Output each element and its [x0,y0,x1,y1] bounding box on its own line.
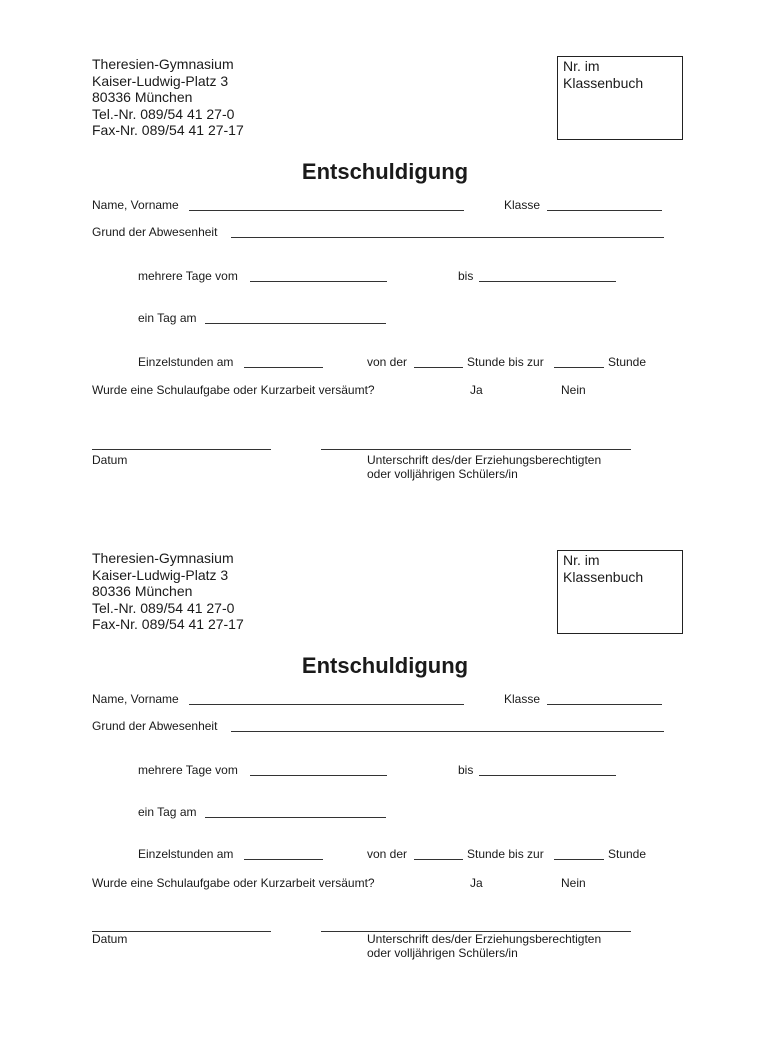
classbook-number-box[interactable] [557,550,683,634]
school-name: Theresien-Gymnasium [92,550,234,566]
school-name: Theresien-Gymnasium [92,56,234,72]
excuse-form-bottom [0,550,770,1040]
mehrere-tage-to-line[interactable] [479,775,616,776]
grund-label: Grund der Abwesenheit [92,225,218,239]
excuse-form-top [0,56,770,546]
grund-field-line[interactable] [231,731,664,732]
bis-label: bis [458,269,474,283]
von-der-label: von der [367,355,408,369]
klasse-field-line[interactable] [547,704,662,705]
stunde-bis-zur-label: Stunde bis zur [467,847,544,861]
einzelstunden-label: Einzelstunden am [138,355,234,369]
school-fax: Fax-Nr. 089/54 41 27-17 [92,122,244,139]
school-street: Kaiser-Ludwig-Platz 3 [92,566,229,583]
unterschrift-label-line1: Unterschrift des/der Erziehungsberechtigten [367,453,602,467]
school-city: 80336 München [92,583,193,600]
stunde-label: Stunde [608,355,647,369]
mehrere-tage-from-line[interactable] [250,281,387,282]
school-fax: Fax-Nr. 089/54 41 27-17 [92,616,244,633]
unterschrift-signature-line[interactable] [321,449,631,450]
mehrere-tage-to-line[interactable] [479,281,616,282]
school-address [92,550,244,633]
einzelstunden-date-line[interactable] [244,859,323,860]
schulaufgabe-question: Wurde eine Schulaufgabe oder Kurzarbeit versäumt? [92,876,375,890]
form-title: Entschuldigung [301,653,469,678]
name-label: Name, Vorname [92,198,179,212]
classbook-label-line1: Nr. im [563,58,600,74]
school-address [92,56,244,139]
ein-tag-field-line[interactable] [205,323,386,324]
nein-option[interactable]: Nein [561,383,586,397]
einzelstunden-label: Einzelstunden am [138,847,234,861]
datum-label: Datum [92,932,128,946]
unterschrift-label-line1: Unterschrift des/der Erziehungsberechtigten [367,932,602,946]
name-field-line[interactable] [189,704,464,705]
bis-stunde-line[interactable] [554,367,604,368]
ein-tag-label: ein Tag am [138,311,197,325]
mehrere-tage-from-line[interactable] [250,775,387,776]
mehrere-tage-label: mehrere Tage vom [138,269,238,283]
ein-tag-field-line[interactable] [205,817,386,818]
unterschrift-label-line2: oder volljährigen Schülers/in [367,946,518,960]
nein-option[interactable]: Nein [561,876,586,890]
classbook-label-line2: Klassenbuch [563,568,644,585]
mehrere-tage-label: mehrere Tage vom [138,763,238,777]
einzelstunden-date-line[interactable] [244,367,323,368]
unterschrift-label-line2: oder volljährigen Schülers/in [367,467,518,481]
grund-label: Grund der Abwesenheit [92,719,218,733]
bis-label: bis [458,763,474,777]
von-stunde-line[interactable] [414,859,463,860]
school-street: Kaiser-Ludwig-Platz 3 [92,72,229,89]
von-der-label: von der [367,847,408,861]
name-label: Name, Vorname [92,692,179,706]
von-stunde-line[interactable] [414,367,463,368]
school-city: 80336 München [92,89,193,106]
bis-stunde-line[interactable] [554,859,604,860]
grund-field-line[interactable] [231,237,664,238]
ja-option[interactable]: Ja [470,383,483,397]
klasse-label: Klasse [504,692,541,706]
classbook-label-line1: Nr. im [563,552,600,568]
classbook-number-box[interactable] [557,56,683,140]
klasse-label: Klasse [504,198,541,212]
school-phone: Tel.-Nr. 089/54 41 27-0 [92,105,235,122]
datum-signature-line[interactable] [92,449,271,450]
ein-tag-label: ein Tag am [138,805,197,819]
stunde-bis-zur-label: Stunde bis zur [467,355,544,369]
schulaufgabe-question: Wurde eine Schulaufgabe oder Kurzarbeit versäumt? [92,383,375,397]
school-phone: Tel.-Nr. 089/54 41 27-0 [92,599,235,616]
datum-label: Datum [92,453,128,467]
form-title: Entschuldigung [301,159,469,184]
name-field-line[interactable] [189,210,464,211]
klasse-field-line[interactable] [547,210,662,211]
classbook-label-line2: Klassenbuch [563,74,644,91]
stunde-label: Stunde [608,847,647,861]
ja-option[interactable]: Ja [470,876,483,890]
